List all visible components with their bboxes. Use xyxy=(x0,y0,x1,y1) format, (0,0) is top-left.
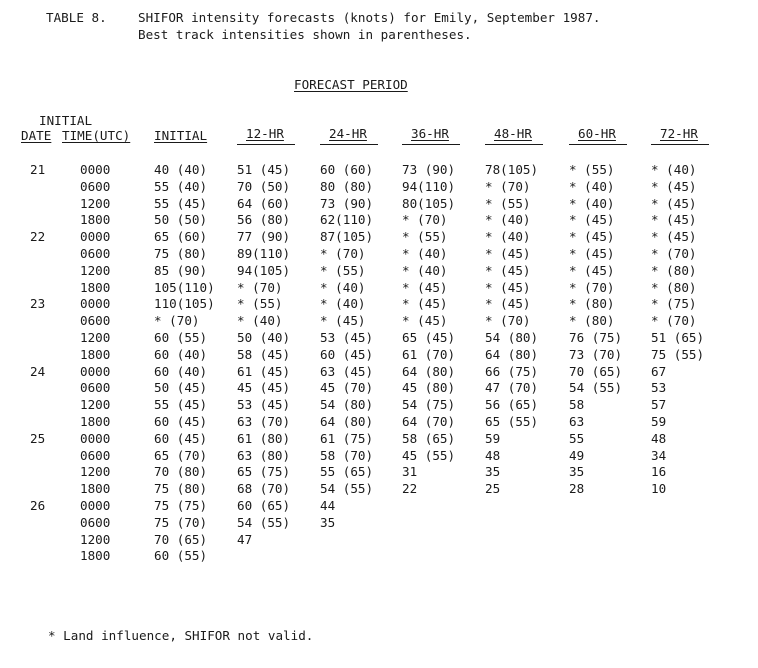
cell-12hr: 47 xyxy=(237,531,253,547)
cell-48hr: * (45) xyxy=(485,296,531,312)
col-header-24hr: 24-HR xyxy=(329,126,367,141)
cell-72hr: 16 xyxy=(651,464,667,480)
cell-36hr: 45 (55) xyxy=(402,447,456,463)
cell-initial: 65 (60) xyxy=(154,229,208,245)
cell-60hr: 63 xyxy=(569,414,585,429)
cell-12hr: 61 (80) xyxy=(237,430,291,446)
cell-initial: 60 (45) xyxy=(154,414,208,429)
cell-24hr: 54 (55) xyxy=(320,481,374,497)
cell-time: 1200 xyxy=(80,531,111,547)
cell-time: 0600 xyxy=(80,313,111,329)
cell-time: 0600 xyxy=(80,178,111,194)
cell-time: 1800 xyxy=(80,414,111,429)
cell-time: 0000 xyxy=(80,229,111,245)
cell-initial: 40 (40) xyxy=(154,162,208,177)
cell-72hr: * (70) xyxy=(651,246,697,261)
col-header-72hr: 72-HR xyxy=(660,126,698,141)
table-subtitle: Best track intensities shown in parentheses. xyxy=(138,27,472,42)
cell-36hr: 54 (75) xyxy=(402,397,456,413)
cell-time: 1200 xyxy=(80,397,111,413)
cell-12hr: 63 (70) xyxy=(237,414,291,429)
cell-24hr: 45 (70) xyxy=(320,380,374,396)
table-title: SHIFOR intensity forecasts (knots) for Emily, September 1987. xyxy=(138,10,601,25)
cell-24hr: 58 (70) xyxy=(320,447,374,463)
cell-initial: 55 (45) xyxy=(154,195,208,211)
cell-48hr: 78(105) xyxy=(485,162,539,177)
cell-48hr: 54 (80) xyxy=(485,330,539,345)
cell-24hr: 60 (45) xyxy=(320,346,374,362)
cell-72hr: * (45) xyxy=(651,195,697,211)
cell-48hr: * (70) xyxy=(485,313,531,329)
cell-36hr: 64 (70) xyxy=(402,414,456,429)
cell-initial: 75 (80) xyxy=(154,246,208,261)
cell-24hr: 64 (80) xyxy=(320,414,374,429)
cell-initial: 85 (90) xyxy=(154,262,208,278)
cell-36hr: 45 (80) xyxy=(402,380,456,396)
cell-12hr: 64 (60) xyxy=(237,195,291,211)
cell-time: 1800 xyxy=(80,481,111,497)
cell-initial: 75 (70) xyxy=(154,514,208,530)
rule-60hr xyxy=(569,144,627,145)
cell-initial: 75 (75) xyxy=(154,498,208,513)
cell-60hr: * (55) xyxy=(569,162,615,177)
cell-36hr: 73 (90) xyxy=(402,162,456,177)
cell-60hr: * (45) xyxy=(569,212,615,228)
cell-12hr: 56 (80) xyxy=(237,212,291,228)
cell-12hr: 94(105) xyxy=(237,262,291,278)
col-header-initial: INITIAL xyxy=(154,128,208,143)
cell-date: 26 xyxy=(30,498,46,513)
cell-36hr: 64 (80) xyxy=(402,363,456,379)
cell-time: 0600 xyxy=(80,246,111,261)
cell-12hr: 45 (45) xyxy=(237,380,291,396)
cell-60hr: 28 xyxy=(569,481,585,497)
cell-date: 21 xyxy=(30,162,46,177)
cell-time: 0600 xyxy=(80,514,111,530)
cell-24hr: 55 (65) xyxy=(320,464,374,480)
cell-72hr: 51 (65) xyxy=(651,330,705,345)
cell-time: 1800 xyxy=(80,548,111,564)
cell-12hr: 65 (75) xyxy=(237,464,291,480)
cell-time: 1200 xyxy=(80,262,111,278)
cell-12hr: 58 (45) xyxy=(237,346,291,362)
cell-12hr: 60 (65) xyxy=(237,498,291,513)
cell-initial: 70 (80) xyxy=(154,464,208,480)
cell-24hr: * (70) xyxy=(320,246,366,261)
cell-72hr: * (45) xyxy=(651,229,697,245)
cell-48hr: * (55) xyxy=(485,195,531,211)
rule-24hr xyxy=(320,144,378,145)
cell-initial: 60 (40) xyxy=(154,346,208,362)
cell-48hr: 66 (75) xyxy=(485,363,539,379)
cell-24hr: * (40) xyxy=(320,279,366,295)
cell-72hr: * (70) xyxy=(651,313,697,329)
cell-initial: 110(105) xyxy=(154,296,215,312)
cell-initial: 50 (50) xyxy=(154,212,208,228)
cell-48hr: * (45) xyxy=(485,246,531,261)
cell-12hr: 68 (70) xyxy=(237,481,291,497)
cell-time: 1200 xyxy=(80,330,111,345)
cell-36hr: * (45) xyxy=(402,313,448,329)
cell-72hr: 34 xyxy=(651,447,667,463)
cell-60hr: * (45) xyxy=(569,229,615,245)
rule-12hr xyxy=(237,144,295,145)
cell-12hr: 77 (90) xyxy=(237,229,291,245)
cell-72hr: * (75) xyxy=(651,296,697,312)
cell-time: 0000 xyxy=(80,498,111,513)
cell-initial: 65 (70) xyxy=(154,447,208,463)
cell-24hr: * (40) xyxy=(320,296,366,312)
footnote: * Land influence, SHIFOR not valid. xyxy=(48,628,314,643)
col-header-time: TIME(UTC) xyxy=(62,128,131,143)
cell-60hr: * (45) xyxy=(569,262,615,278)
cell-72hr: 75 (55) xyxy=(651,346,705,362)
table-label: TABLE 8. xyxy=(46,10,107,25)
cell-36hr: 61 (70) xyxy=(402,346,456,362)
col-header-60hr: 60-HR xyxy=(578,126,616,141)
cell-36hr: 80(105) xyxy=(402,195,456,211)
cell-12hr: 50 (40) xyxy=(237,330,291,345)
cell-24hr: 44 xyxy=(320,498,336,513)
cell-24hr: 63 (45) xyxy=(320,363,374,379)
cell-36hr: * (45) xyxy=(402,296,448,312)
cell-60hr: * (80) xyxy=(569,296,615,312)
cell-60hr: * (45) xyxy=(569,246,615,261)
cell-initial: 55 (45) xyxy=(154,397,208,413)
cell-48hr: * (40) xyxy=(485,229,531,245)
cell-initial: 60 (55) xyxy=(154,548,208,564)
cell-72hr: * (45) xyxy=(651,212,697,228)
cell-48hr: * (45) xyxy=(485,262,531,278)
cell-72hr: * (45) xyxy=(651,178,697,194)
cell-time: 0000 xyxy=(80,296,111,312)
col-header-36hr: 36-HR xyxy=(411,126,449,141)
cell-60hr: 54 (55) xyxy=(569,380,623,396)
cell-48hr: 56 (65) xyxy=(485,397,539,413)
cell-60hr: 58 xyxy=(569,397,585,413)
cell-initial: 75 (80) xyxy=(154,481,208,497)
cell-12hr: 51 (45) xyxy=(237,162,291,177)
cell-36hr: 58 (65) xyxy=(402,430,456,446)
cell-initial: * (70) xyxy=(154,313,200,329)
cell-initial: 60 (45) xyxy=(154,430,208,446)
col-header-12hr: 12-HR xyxy=(246,126,284,141)
cell-72hr: 57 xyxy=(651,397,667,413)
cell-60hr: * (40) xyxy=(569,178,615,194)
cell-12hr: 54 (55) xyxy=(237,514,291,530)
cell-48hr: * (70) xyxy=(485,178,531,194)
cell-initial: 60 (55) xyxy=(154,330,208,345)
cell-72hr: * (40) xyxy=(651,162,697,177)
cell-initial: 60 (40) xyxy=(154,363,208,379)
cell-36hr: 94(110) xyxy=(402,178,456,194)
cell-48hr: 35 xyxy=(485,464,501,480)
cell-time: 1800 xyxy=(80,212,111,228)
cell-72hr: 53 xyxy=(651,380,667,396)
cell-36hr: 65 (45) xyxy=(402,330,456,345)
cell-date: 23 xyxy=(30,296,46,312)
cell-48hr: 59 xyxy=(485,430,501,446)
cell-36hr: * (45) xyxy=(402,279,448,295)
col-header-48hr: 48-HR xyxy=(494,126,532,141)
cell-date: 25 xyxy=(30,430,46,446)
cell-48hr: 47 (70) xyxy=(485,380,539,396)
cell-24hr: 61 (75) xyxy=(320,430,374,446)
cell-36hr: 22 xyxy=(402,481,418,497)
cell-72hr: 59 xyxy=(651,414,667,429)
cell-date: 22 xyxy=(30,229,46,245)
cell-72hr: 48 xyxy=(651,430,667,446)
cell-12hr: 53 (45) xyxy=(237,397,291,413)
cell-60hr: 76 (75) xyxy=(569,330,623,345)
cell-60hr: 49 xyxy=(569,447,585,463)
cell-48hr: * (40) xyxy=(485,212,531,228)
cell-24hr: 35 xyxy=(320,514,336,530)
cell-time: 0000 xyxy=(80,430,111,446)
cell-36hr: * (40) xyxy=(402,246,448,261)
cell-24hr: 62(110) xyxy=(320,212,374,228)
initial-group-header: INITIAL xyxy=(39,113,93,128)
cell-time: 1800 xyxy=(80,279,111,295)
cell-12hr: 89(110) xyxy=(237,246,291,261)
cell-initial: 70 (65) xyxy=(154,531,208,547)
cell-12hr: 70 (50) xyxy=(237,178,291,194)
cell-time: 0000 xyxy=(80,363,111,379)
cell-60hr: 70 (65) xyxy=(569,363,623,379)
cell-60hr: * (70) xyxy=(569,279,615,295)
cell-time: 1200 xyxy=(80,195,111,211)
cell-time: 0600 xyxy=(80,447,111,463)
cell-24hr: 80 (80) xyxy=(320,178,374,194)
cell-initial: 105(110) xyxy=(154,279,215,295)
cell-initial: 50 (45) xyxy=(154,380,208,396)
cell-60hr: * (40) xyxy=(569,195,615,211)
cell-24hr: 87(105) xyxy=(320,229,374,245)
cell-date: 24 xyxy=(30,363,46,379)
cell-time: 1800 xyxy=(80,346,111,362)
cell-12hr: * (55) xyxy=(237,296,283,312)
cell-time: 0000 xyxy=(80,162,111,177)
cell-72hr: 67 xyxy=(651,363,667,379)
cell-24hr: 60 (60) xyxy=(320,162,374,177)
cell-36hr: 31 xyxy=(402,464,418,480)
rule-48hr xyxy=(485,144,543,145)
cell-48hr: 64 (80) xyxy=(485,346,539,362)
cell-72hr: * (80) xyxy=(651,262,697,278)
col-header-date: DATE xyxy=(21,128,52,143)
cell-60hr: 73 (70) xyxy=(569,346,623,362)
cell-48hr: 65 (55) xyxy=(485,414,539,429)
cell-60hr: 55 xyxy=(569,430,585,446)
cell-72hr: 10 xyxy=(651,481,667,497)
cell-36hr: * (55) xyxy=(402,229,448,245)
cell-48hr: 25 xyxy=(485,481,501,497)
rule-36hr xyxy=(402,144,460,145)
cell-time: 1200 xyxy=(80,464,111,480)
cell-60hr: * (80) xyxy=(569,313,615,329)
cell-72hr: * (80) xyxy=(651,279,697,295)
cell-12hr: 63 (80) xyxy=(237,447,291,463)
cell-24hr: * (55) xyxy=(320,262,366,278)
cell-12hr: * (70) xyxy=(237,279,283,295)
rule-72hr xyxy=(651,144,709,145)
cell-36hr: * (40) xyxy=(402,262,448,278)
cell-24hr: 73 (90) xyxy=(320,195,374,211)
cell-24hr: * (45) xyxy=(320,313,366,329)
cell-24hr: 53 (45) xyxy=(320,330,374,345)
cell-48hr: 48 xyxy=(485,447,501,463)
cell-24hr: 54 (80) xyxy=(320,397,374,413)
cell-12hr: 61 (45) xyxy=(237,363,291,379)
cell-48hr: * (45) xyxy=(485,279,531,295)
forecast-period-heading: FORECAST PERIOD xyxy=(294,77,408,92)
cell-initial: 55 (40) xyxy=(154,178,208,194)
cell-36hr: * (70) xyxy=(402,212,448,228)
cell-time: 0600 xyxy=(80,380,111,396)
cell-12hr: * (40) xyxy=(237,313,283,329)
cell-60hr: 35 xyxy=(569,464,585,480)
